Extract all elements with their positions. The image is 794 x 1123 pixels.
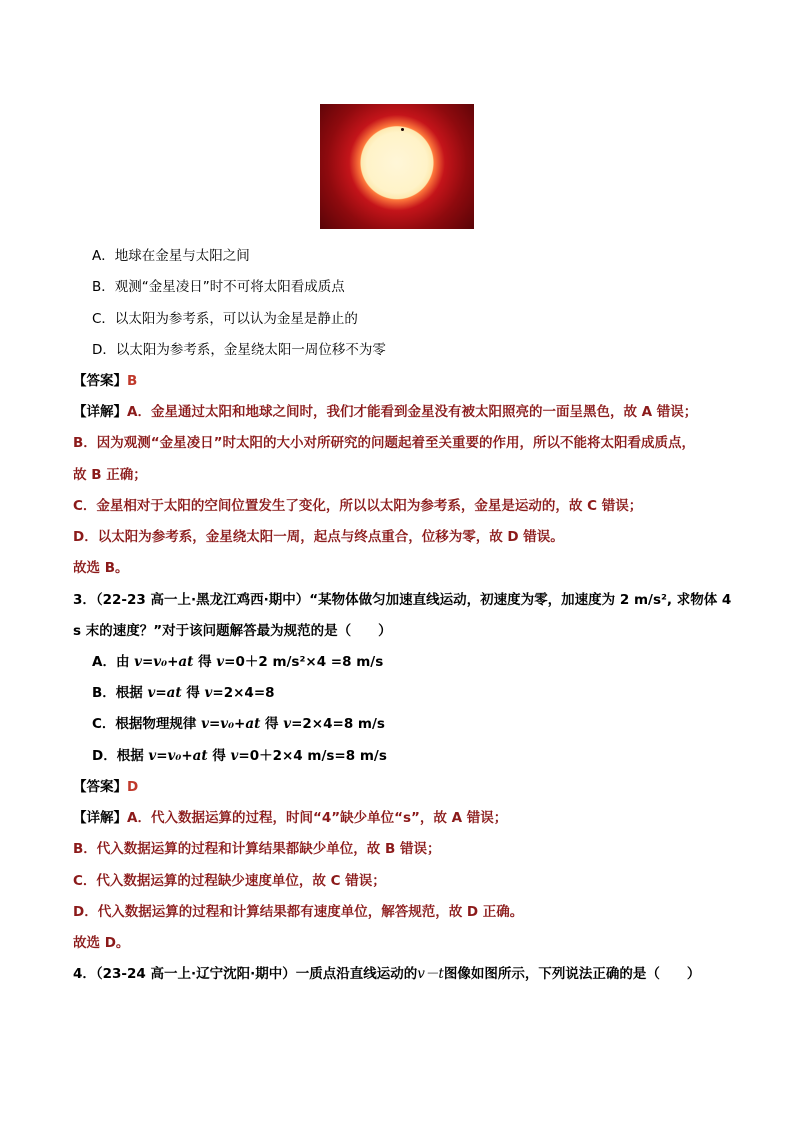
q3-option-a-var: v — [216, 654, 225, 670]
option-c: C．以太阳为参考系，可以认为金星是静止的 — [92, 311, 358, 327]
answer-value: B — [127, 373, 138, 389]
q3-option-a — [92, 652, 383, 672]
q3-option-a-mid: 得 — [193, 654, 217, 670]
q3-option-b-result: =2×4=8 — [212, 685, 275, 701]
detail-text: A．金星通过太阳和地球之间时，我们才能看到金星没有被太阳照亮的一面呈黑色，故 A 错误； — [127, 404, 698, 420]
detail-line-a — [73, 402, 697, 422]
q3-option-a-result: =0＋2 m/s²×4 =8 m/s — [224, 654, 384, 670]
q3-option-b-mid: 得 — [181, 685, 205, 701]
q3-option-a-formula: v=v₀+at — [134, 654, 194, 670]
detail-line-b-cont: 故 B 正确； — [73, 467, 147, 483]
q3-option-b — [92, 683, 275, 703]
q3-option-c-label: C．根据物理规律 — [92, 716, 202, 732]
detail-line-c: C．金星相对于太阳的空间位置发生了变化，所以以太阳为参考系，金星是运动的，故 C 错误； — [73, 498, 643, 514]
detail-line-b: B．因为观测“金星凌日”时太阳的大小对所研究的问题起着至关重要的作用，所以不能将太阳看成质点， — [73, 435, 696, 451]
detail-line-d: D．以太阳为参考系，金星绕太阳一周，起点与终点重合，位移为零，故 D 错误。 — [73, 529, 564, 545]
q3-option-c-result: =2×4=8 m/s — [291, 716, 385, 732]
q3-option-d-mid: 得 — [207, 748, 231, 764]
q3-option-b-formula: v=at — [147, 685, 182, 701]
question-4-stem — [73, 964, 700, 984]
q3-option-b-label: B．根据 — [92, 685, 148, 701]
q3-option-d-label: D．根据 — [92, 748, 149, 764]
answer-bracket: 【答案】 — [73, 373, 127, 389]
q3-option-d-formula: v=v₀+at — [148, 748, 208, 764]
q4-stem-text-end: 图像如图所示，下列说法正确的是（ ） — [443, 966, 701, 982]
q3-detail-line-c: C．代入数据运算的过程缺少速度单位，故 C 错误； — [73, 873, 386, 889]
answer-line — [73, 371, 137, 391]
option-d: D．以太阳为参考系，金星绕太阳一周位移不为零 — [92, 342, 386, 358]
question-3-stem-cont: s 末的速度？”对于该问题解答最为规范的是（ ） — [73, 623, 392, 639]
q3-conclusion: 故选 D。 — [73, 935, 130, 951]
q3-option-c — [92, 714, 385, 734]
q3-detail-line-d: D．代入数据运算的过程和计算结果都有速度单位，解答规范，故 D 正确。 — [73, 904, 524, 920]
sun-with-venus-transit-photo — [320, 104, 474, 229]
q3-option-c-formula: v=v₀+at — [201, 716, 261, 732]
q3-option-d — [92, 746, 387, 766]
q3-detail-text: A．代入数据运算的过程，时间“4”缺少单位“s”，故 A 错误； — [127, 810, 508, 826]
q3-option-d-var: v — [230, 748, 239, 764]
q3-option-c-var: v — [283, 716, 292, 732]
q3-option-b-var: v — [204, 685, 213, 701]
q3-detail-line-a — [73, 808, 507, 828]
q3-option-d-result: =0＋2×4 m/s=8 m/s — [238, 748, 387, 764]
q3-answer-bracket: 【答案】 — [73, 779, 127, 795]
question-3-stem: 3．（22-23 高一上·黑龙江鸡西·期中）“某物体做匀加速直线运动，初速度为零，加速度为 2 m/s², 求物体 4 — [73, 592, 732, 608]
venus-dot — [401, 128, 404, 131]
option-a: A．地球在金星与太阳之间 — [92, 248, 250, 264]
option-b: B．观测“金星凌日”时不可将太阳看成质点 — [92, 279, 345, 295]
detail-bracket: 【详解】 — [73, 404, 127, 420]
q3-answer-line — [73, 777, 138, 797]
q4-stem-text: 4．（23-24 高一上·辽宁沈阳·期中）一质点沿直线运动的 — [73, 966, 418, 982]
q4-stem-formula: v－t — [417, 966, 444, 982]
q3-detail-bracket: 【详解】 — [73, 810, 127, 826]
q3-option-a-label: A．由 — [92, 654, 135, 670]
q3-option-c-mid: 得 — [260, 716, 284, 732]
q3-detail-line-b: B．代入数据运算的过程和计算结果都缺少单位，故 B 错误； — [73, 841, 441, 857]
q3-answer-value: D — [127, 779, 139, 795]
conclusion: 故选 B。 — [73, 560, 129, 576]
